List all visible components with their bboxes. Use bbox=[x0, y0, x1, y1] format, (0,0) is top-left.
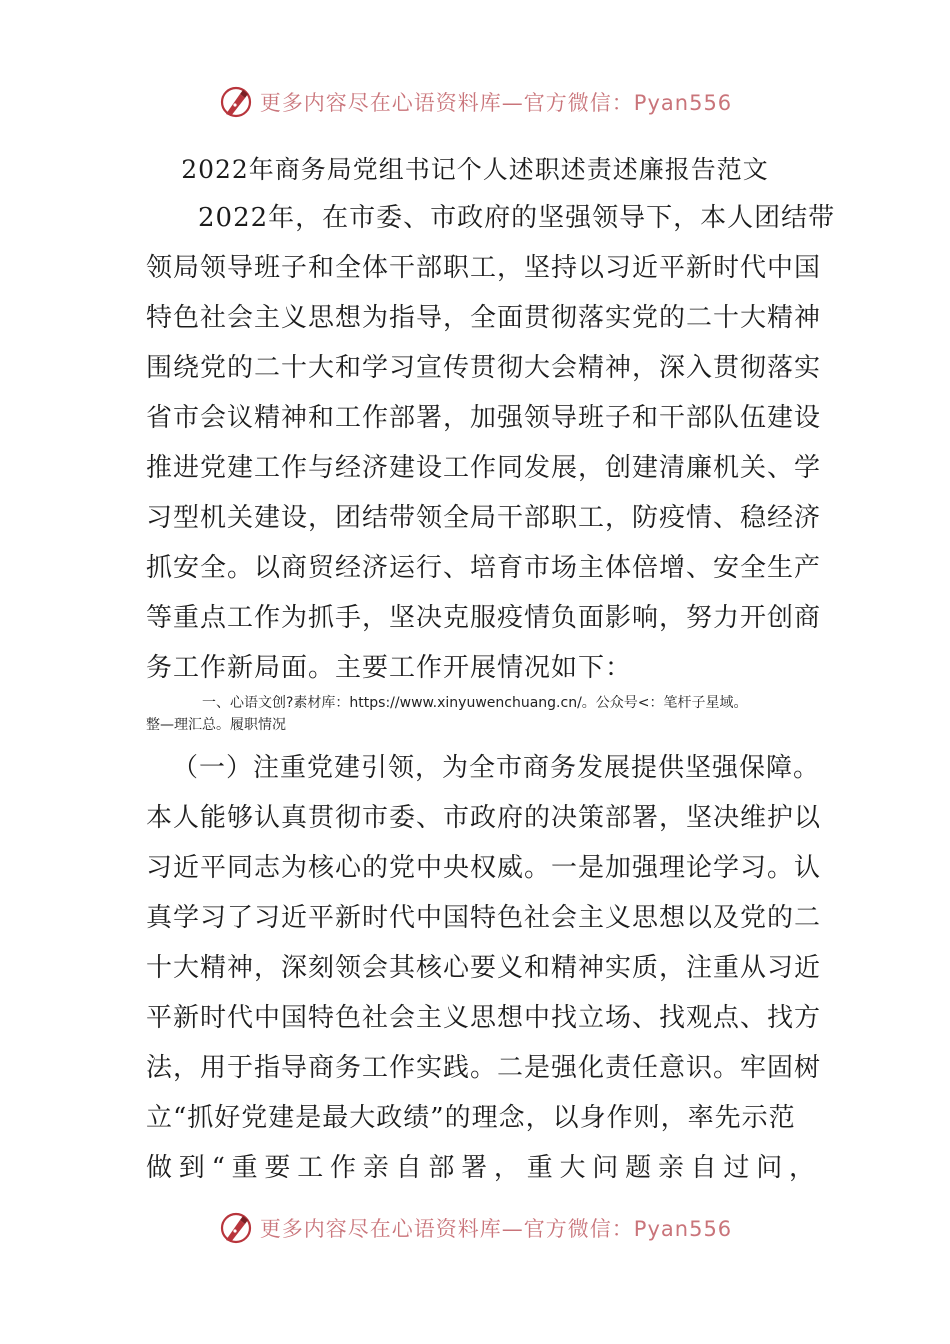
banner-text: 更多内容尽在心语资料库—官方微信：Pyan556 bbox=[259, 1217, 733, 1241]
document-title: 2022年商务局党组书记个人述职述责述廉报告范文 bbox=[181, 155, 769, 184]
text-line: 务工作新局面。主要工作开展情况如下： bbox=[146, 653, 633, 683]
text-line: 特色社会主义思想为指导，全面贯彻落实党的二十大精神 bbox=[146, 303, 822, 333]
note-line: 一、心语文创?素材库：https://www.xinyuwenchuang.cn/。公众号<：笔杆子星域。 bbox=[202, 695, 748, 711]
header-banner bbox=[0, 82, 950, 122]
text-line: 省市会议精神和工作部署，加强领导班子和干部队伍建设 bbox=[146, 403, 822, 433]
text-line: 2022年，在市委、市政府的坚强领导下，本人团结带 bbox=[198, 203, 836, 233]
pen-nib-logo-icon bbox=[218, 1210, 254, 1246]
intro-paragraph bbox=[146, 193, 836, 693]
text-line: 习近平同志为核心的党中央权威。一是加强理论学习。认 bbox=[146, 853, 822, 883]
text-line: 本人能够认真贯彻市委、市政府的决策部署，坚决维护以 bbox=[146, 803, 822, 833]
text-line: （一）注重党建引领，为全市商务发展提供坚强保障。 bbox=[172, 753, 821, 783]
text-line: 习型机关建设，团结带领全局干部职工，防疫情、稳经济 bbox=[146, 503, 822, 533]
text-line: 推进党建工作与经济建设工作同发展，创建清廉机关、学 bbox=[146, 453, 822, 483]
text-line: 法，用于指导商务工作实践。二是强化责任意识。牢固树 bbox=[146, 1053, 822, 1083]
text-line: 十大精神，深刻领会其核心要义和精神实质，注重从习近 bbox=[146, 953, 822, 983]
text-line: 真学习了习近平新时代中国特色社会主义思想以及党的二 bbox=[146, 903, 822, 933]
text-line: 等重点工作为抓手，坚决克服疫情负面影响，努力开创商 bbox=[146, 603, 822, 633]
text-line: 围绕党的二十大和学习宣传贯彻大会精神，深入贯彻落实 bbox=[146, 353, 822, 383]
text-line: 做到“重要工作亲自部署，重大问题亲自过问， bbox=[146, 1153, 816, 1183]
pen-nib-logo-icon bbox=[218, 84, 254, 120]
text-line: 立“抓好党建是最大政绩”的理念，以身作则，率先示范 bbox=[146, 1103, 796, 1133]
section-heading-note bbox=[146, 692, 816, 736]
text-line: 抓安全。以商贸经济运行、培育市场主体倍增、安全生产 bbox=[146, 553, 822, 583]
footer-banner bbox=[0, 1208, 950, 1248]
section-one-paragraph bbox=[146, 743, 822, 1193]
note-line: 整—理汇总。履职情况 bbox=[146, 717, 286, 733]
text-line: 平新时代中国特色社会主义思想中找立场、找观点、找方 bbox=[146, 1003, 822, 1033]
banner-text: 更多内容尽在心语资料库—官方微信：Pyan556 bbox=[259, 91, 733, 115]
text-line: 领局领导班子和全体干部职工，坚持以习近平新时代中国 bbox=[146, 253, 822, 283]
